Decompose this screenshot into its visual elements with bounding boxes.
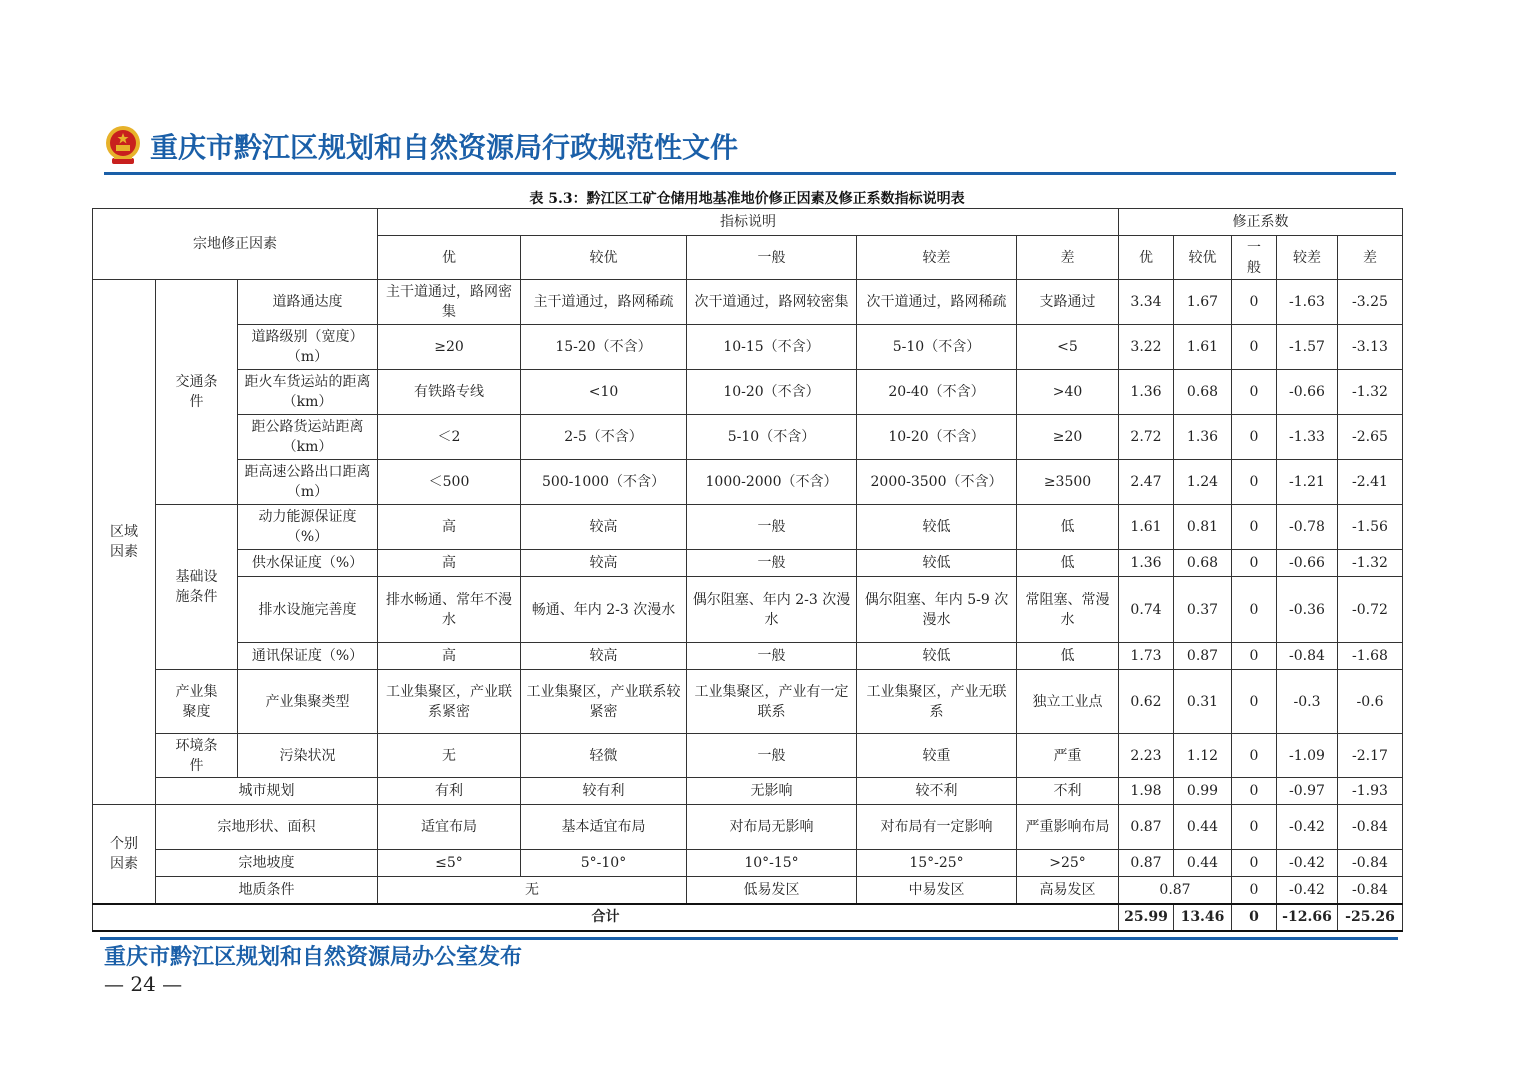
coef-cell: 0 [1232,670,1277,734]
indicator-cell: 偶尔阻塞、年内 2-3 次漫水 [687,577,857,643]
indicator-cell: ≤5° [378,850,521,877]
group-infra-label: 基础设施条件 [156,505,238,670]
indicator-cell: 中易发区 [857,877,1017,904]
indicator-cell: 2000-3500（不含） [857,460,1017,505]
coef-cell: 1.36 [1174,415,1232,460]
header-indicator-col: 较优 [521,236,687,280]
indicator-cell: 500-1000（不含） [521,460,687,505]
coef-cell: -0.97 [1277,778,1338,805]
header-coef-group: 修正系数 [1119,209,1403,236]
indicator-cell: 10°-15° [687,850,857,877]
coef-cell: 2.47 [1119,460,1174,505]
indicator-cell: 较高 [521,550,687,577]
coef-cell: -0.78 [1277,505,1338,550]
coef-cell: -1.93 [1338,778,1403,805]
total-coef-cell: 25.99 [1119,904,1174,931]
coef-cell: 0.99 [1174,778,1232,805]
coef-cell: 0.87 [1119,850,1174,877]
table-row [93,577,1403,643]
table-row [93,280,1403,325]
coef-cell: -2.41 [1338,460,1403,505]
indicator-cell: 一般 [687,643,857,670]
coef-cell: 1.12 [1174,734,1232,778]
coef-cell: -0.42 [1277,850,1338,877]
indicator-cell: 高 [378,643,521,670]
coef-cell: -0.66 [1277,370,1338,415]
document-header-title: 重庆市黔江区规划和自然资源局行政规范性文件 [150,131,739,164]
header-coef-col: 优 [1119,236,1174,280]
indicator-cell: ＜2 [378,415,521,460]
indicator-cell: 独立工业点 [1017,670,1119,734]
coef-cell: -0.3 [1277,670,1338,734]
factor-name: 距公路货运站距离（km） [238,415,378,460]
header-coef-col: 较差 [1277,236,1338,280]
factor-name: 产业集聚类型 [238,670,378,734]
indicator-cell: 5-10（不含） [687,415,857,460]
coef-cell: -1.63 [1277,280,1338,325]
coef-cell: 0.44 [1174,805,1232,850]
indicator-cell: 工业集聚区，产业联系较紧密 [521,670,687,734]
indicator-cell: 低 [1017,550,1119,577]
coef-cell: 1.24 [1174,460,1232,505]
factor-name: 距火车货运站的距离（km） [238,370,378,415]
page-number: — 24 — [104,972,183,996]
coef-cell: -2.65 [1338,415,1403,460]
coef-cell: 0.87 [1119,805,1174,850]
coef-cell: 0.81 [1174,505,1232,550]
group-environment-label: 环境条件 [156,734,238,778]
coef-cell: 1.67 [1174,280,1232,325]
indicator-cell: 较有利 [521,778,687,805]
coef-cell: -0.72 [1338,577,1403,643]
indicator-cell: 10-20（不含） [857,415,1017,460]
coef-cell: 0.74 [1119,577,1174,643]
total-coef-cell: 13.46 [1174,904,1232,931]
factor-name: 道路通达度 [238,280,378,325]
header-indicator-group: 指标说明 [378,209,1119,236]
coef-cell: -0.84 [1277,643,1338,670]
indicator-cell: 高 [378,550,521,577]
header-indicator-col: 优 [378,236,521,280]
group-industry-label: 产业集聚度 [156,670,238,734]
indicator-cell: 一般 [687,550,857,577]
coef-cell: 0.37 [1174,577,1232,643]
factor-name: 动力能源保证度（%） [238,505,378,550]
coef-cell: -1.09 [1277,734,1338,778]
group-regional-label: 区域因素 [93,280,156,805]
indicator-cell: 低易发区 [687,877,857,904]
coef-cell: 0.62 [1119,670,1174,734]
indicator-cell: 较不利 [857,778,1017,805]
table-row [93,370,1403,415]
national-emblem-icon [104,124,142,166]
indicator-cell: 5-10（不含） [857,325,1017,370]
coef-cell: 0.68 [1174,550,1232,577]
coef-cell: 0 [1232,280,1277,325]
indicator-cell: 较低 [857,643,1017,670]
group-traffic-label: 交通条件 [156,280,238,505]
indicator-cell: 次干道通过，路网稀疏 [857,280,1017,325]
coef-cell: -3.13 [1338,325,1403,370]
coef-cell: 1.36 [1119,370,1174,415]
indicator-cell: 一般 [687,505,857,550]
coef-cell: 0 [1232,505,1277,550]
indicator-cell: 有铁路专线 [378,370,521,415]
coef-cell: 0.68 [1174,370,1232,415]
coef-cell: -1.21 [1277,460,1338,505]
factor-name: 排水设施完善度 [238,577,378,643]
header-divider [104,172,1396,175]
total-coef-cell: -25.26 [1338,904,1403,931]
indicator-cell: ≥20 [378,325,521,370]
indicator-cell: ＜500 [378,460,521,505]
indicator-cell: 2-5（不含） [521,415,687,460]
coef-cell: -1.33 [1277,415,1338,460]
indicator-cell: 不利 [1017,778,1119,805]
coef-cell: -1.57 [1277,325,1338,370]
table-caption: 表 5.3：黔江区工矿仓储用地基准地价修正因素及修正系数指标说明表 [529,191,965,207]
header-factor: 宗地修正因素 [93,209,378,280]
indicator-cell: 适宜布局 [378,805,521,850]
coef-cell: 0 [1232,643,1277,670]
coef-cell: 1.73 [1119,643,1174,670]
indicator-cell: 偶尔阻塞、年内 5-9 次漫水 [857,577,1017,643]
indicator-cell: 15-20（不含） [521,325,687,370]
coef-cell: 0.31 [1174,670,1232,734]
indicator-cell: 无 [378,734,521,778]
indicator-cell: 较低 [857,505,1017,550]
coef-cell: 1.61 [1174,325,1232,370]
indicator-cell: <10 [521,370,687,415]
indicator-cell: 10-20（不含） [687,370,857,415]
header-coef-col: 差 [1338,236,1403,280]
coef-cell: -0.84 [1338,877,1403,904]
indicator-cell: 常阻塞、常漫水 [1017,577,1119,643]
indicator-cell: 一般 [687,734,857,778]
table-total-row [93,904,1403,931]
indicator-cell: 较低 [857,550,1017,577]
coef-cell: 0 [1232,550,1277,577]
coef-cell: -0.66 [1277,550,1338,577]
coef-cell: 2.72 [1119,415,1174,460]
coef-cell: 2.23 [1119,734,1174,778]
footer-publisher: 重庆市黔江区规划和自然资源局办公室发布 [104,944,523,970]
indicator-cell: 严重 [1017,734,1119,778]
total-label: 合计 [93,904,1119,931]
indicator-cell: 高易发区 [1017,877,1119,904]
factor-name: 宗地形状、面积 [156,805,378,850]
coef-cell: 0 [1232,850,1277,877]
coef-cell: 0 [1232,460,1277,505]
coef-cell: -3.25 [1338,280,1403,325]
factor-name: 距高速公路出口距离（m） [238,460,378,505]
coef-cell: -1.32 [1338,550,1403,577]
indicator-cell: >40 [1017,370,1119,415]
indicator-cell: 较高 [521,505,687,550]
header-coef-col: 一般 [1232,236,1277,280]
coef-cell: 0 [1232,370,1277,415]
factor-name: 污染状况 [238,734,378,778]
header-indicator-col: 差 [1017,236,1119,280]
total-coef-cell: 0 [1232,904,1277,931]
coef-cell: 0 [1232,325,1277,370]
coef-cell: 1.36 [1119,550,1174,577]
coef-cell: 1.61 [1119,505,1174,550]
factor-name: 供水保证度（%） [238,550,378,577]
coef-cell: -0.36 [1277,577,1338,643]
indicator-cell: 20-40（不含） [857,370,1017,415]
page-header [104,120,1396,180]
indicator-cell: 基本适宜布局 [521,805,687,850]
factor-name: 地质条件 [156,877,378,904]
coef-cell: 0.87 [1174,643,1232,670]
indicator-cell-merged: 无 [378,877,687,904]
indicator-cell: 1000-2000（不含） [687,460,857,505]
indicator-cell: 较高 [521,643,687,670]
indicator-cell: ≥20 [1017,415,1119,460]
indicator-cell: 严重影响布局 [1017,805,1119,850]
table-row [93,325,1403,370]
indicator-cell: 次干道通过，路网较密集 [687,280,857,325]
indicator-cell: ≥3500 [1017,460,1119,505]
indicator-cell: <5 [1017,325,1119,370]
coef-cell: 1.98 [1119,778,1174,805]
indicator-cell: >25° [1017,850,1119,877]
indicator-cell: 工业集聚区，产业无联系 [857,670,1017,734]
indicator-cell: 主干道通过，路网密集 [378,280,521,325]
table-row [93,415,1403,460]
table-header-row [93,209,1403,236]
coef-cell: 0.44 [1174,850,1232,877]
coef-cell: 3.22 [1119,325,1174,370]
indicator-cell: 较重 [857,734,1017,778]
indicator-cell: 工业集聚区，产业联系紧密 [378,670,521,734]
table-row [93,550,1403,577]
table-row [93,778,1403,805]
indicator-cell: 支路通过 [1017,280,1119,325]
header-coef-col: 较优 [1174,236,1232,280]
indicator-cell: 有利 [378,778,521,805]
table-row [93,670,1403,734]
coef-cell: -0.42 [1277,877,1338,904]
table-row [93,850,1403,877]
coef-cell: -1.68 [1338,643,1403,670]
indicator-cell: 低 [1017,643,1119,670]
coef-cell: -2.17 [1338,734,1403,778]
indicator-cell: 低 [1017,505,1119,550]
coef-cell: 0 [1232,415,1277,460]
coef-cell: 0 [1232,778,1277,805]
correction-factor-table [92,208,1403,932]
coef-cell: -1.32 [1338,370,1403,415]
factor-name: 通讯保证度（%） [238,643,378,670]
factor-name: 城市规划 [156,778,378,805]
table-row [93,805,1403,850]
coef-cell: -1.56 [1338,505,1403,550]
factor-name: 宗地坡度 [156,850,378,877]
indicator-cell: 10-15（不含） [687,325,857,370]
indicator-cell: 主干道通过，路网稀疏 [521,280,687,325]
coef-cell: -0.84 [1338,805,1403,850]
total-coef-cell: -12.66 [1277,904,1338,931]
indicator-cell: 无影响 [687,778,857,805]
indicator-cell: 轻微 [521,734,687,778]
table-row [93,734,1403,778]
coef-cell: 0 [1232,734,1277,778]
table-row [93,643,1403,670]
coef-cell: -0.42 [1277,805,1338,850]
indicator-cell: 5°-10° [521,850,687,877]
table-row [93,505,1403,550]
factor-name: 道路级别（宽度）（m） [238,325,378,370]
coef-cell: -0.84 [1338,850,1403,877]
header-indicator-col: 一般 [687,236,857,280]
group-individual-label: 个别因素 [93,805,156,904]
table-row [93,877,1403,904]
indicator-cell: 畅通、年内 2-3 次漫水 [521,577,687,643]
indicator-cell: 对布局有一定影响 [857,805,1017,850]
header-indicator-col: 较差 [857,236,1017,280]
coef-cell-merged: 0.87 [1119,877,1232,904]
table-row [93,460,1403,505]
indicator-cell: 高 [378,505,521,550]
coef-cell: 0 [1232,577,1277,643]
indicator-cell: 对布局无影响 [687,805,857,850]
indicator-cell: 15°-25° [857,850,1017,877]
coef-cell: 3.34 [1119,280,1174,325]
indicator-cell: 工业集聚区，产业有一定联系 [687,670,857,734]
coef-cell: 0 [1232,877,1277,904]
indicator-cell: 排水畅通、常年不漫水 [378,577,521,643]
coef-cell: -0.6 [1338,670,1403,734]
coef-cell: 0 [1232,805,1277,850]
